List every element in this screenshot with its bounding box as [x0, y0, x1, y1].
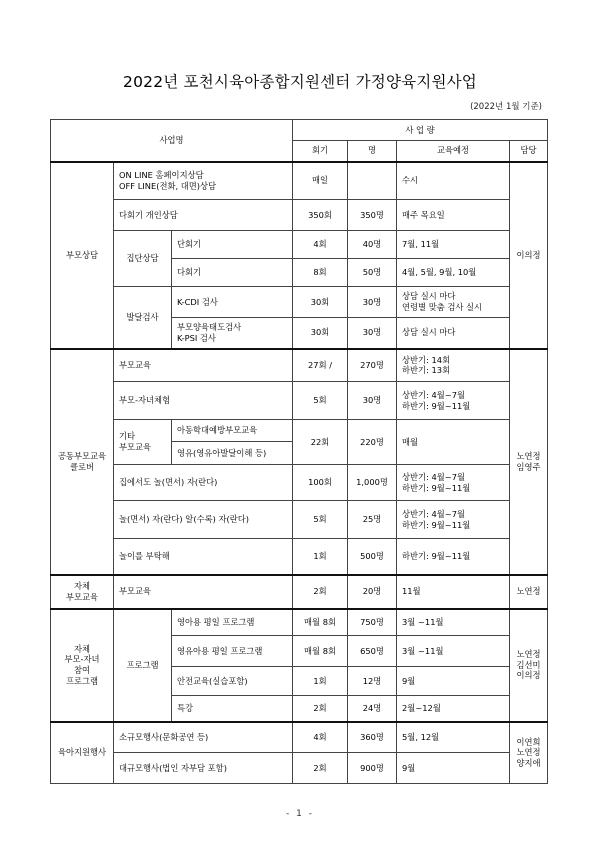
- program-table: [50, 119, 548, 784]
- cell-people: 25명: [348, 501, 397, 539]
- cell-sessions: 2회: [293, 696, 348, 722]
- cell-sessions: 350회: [293, 200, 348, 231]
- cell-schedule: 4월, 5월, 9월, 10월: [397, 259, 510, 287]
- cell-schedule: 9월: [397, 667, 510, 696]
- cell-people: 40명: [348, 231, 397, 259]
- group-counseling: 집단상담: [114, 231, 172, 287]
- parent-education: 부모교육: [114, 349, 293, 382]
- development-test: 발달검사: [114, 287, 172, 349]
- cell-people: 360명: [348, 722, 397, 753]
- cell-people: 24명: [348, 696, 397, 722]
- cell-schedule: 수시: [397, 162, 510, 200]
- cell-schedule: 상담 실시 마다 연령별 맞춤 검사 실시: [397, 287, 510, 318]
- cell-sessions: 매월 8회: [293, 609, 348, 636]
- cell-schedule: 11월: [397, 575, 510, 609]
- play-learn-program: 놀(면서) 자(란다) 알(수록) 자(란다): [114, 501, 293, 539]
- cell-schedule: 5월, 12월: [397, 722, 510, 753]
- cell-people: 350명: [348, 200, 397, 231]
- cell-sessions: 매월 8회: [293, 636, 348, 667]
- cell-sessions: 4회: [293, 231, 348, 259]
- manager-parent-counseling: 이의정: [510, 162, 548, 349]
- cell-sessions: 2회: [293, 753, 348, 784]
- header-volume: 사 업 량: [293, 120, 548, 141]
- cell-sessions: 8회: [293, 259, 348, 287]
- cell-sessions: 30회: [293, 318, 348, 349]
- cell-schedule: 상담 실시 마다: [397, 318, 510, 349]
- header-program: 사업명: [51, 120, 293, 162]
- abuse-prevention-education: 아동학대예방부모교육: [172, 420, 293, 442]
- cell-sessions: 100회: [293, 465, 348, 501]
- page-number: - 1 -: [286, 809, 314, 819]
- cell-sessions: 22회: [293, 420, 348, 465]
- safety-education: 안전교육(실습포함): [172, 667, 293, 696]
- cell-people: 12명: [348, 667, 397, 696]
- cell-schedule: 상반기: 14회 하반기: 13회: [397, 349, 510, 382]
- cell-people: 20명: [348, 575, 397, 609]
- cell-schedule: 3월 ~11월: [397, 609, 510, 636]
- cell-schedule: 2월~12월: [397, 696, 510, 722]
- cell-schedule: 9월: [397, 753, 510, 784]
- page-title: 2022년 포천시육아종합지원센터 가정양육지원사업: [123, 73, 477, 91]
- small-event: 소규모행사(문화공연 등): [114, 722, 293, 753]
- category-joint-education: 공동부모교육 클로버: [51, 349, 114, 575]
- kcdi-test: K-CDI 검사: [172, 287, 293, 318]
- cell-people: 220명: [348, 420, 397, 465]
- header-schedule: 교육예정: [397, 141, 510, 162]
- cell-schedule: 7월, 11월: [397, 231, 510, 259]
- cell-schedule: 3월 ~11월: [397, 636, 510, 667]
- parent-child-experience: 부모-자녀체험: [114, 382, 293, 420]
- category-events: 육아지원행사: [51, 722, 114, 784]
- basis-date: (2022년 1월 기준): [470, 102, 542, 112]
- infant-development-education: 영유(영유아발달이해 등): [172, 442, 293, 465]
- cell-schedule: 상반기: 4월~7월 하반기: 9월~11월: [397, 465, 510, 501]
- cell-people: 50명: [348, 259, 397, 287]
- manager-joint-education: 노연정 임영주: [510, 349, 548, 575]
- home-play-program: 집에서도 놀(면서) 자(란다): [114, 465, 293, 501]
- cell-people: [348, 162, 397, 200]
- cell-schedule: 상반기: 4월~7월 하반기: 9월~11월: [397, 382, 510, 420]
- cell-people: 1,000명: [348, 465, 397, 501]
- cell-people: 270명: [348, 349, 397, 382]
- large-event: 대규모행사(법인 자부담 포함): [114, 753, 293, 784]
- category-parent-counseling: 부모상담: [51, 162, 114, 349]
- special-lecture: 특강: [172, 696, 293, 722]
- cell-sessions: 30회: [293, 287, 348, 318]
- online-counseling: ON LINE 홈페이지상담 OFF LINE(전화, 대면)상담: [114, 162, 293, 200]
- cell-people: 500명: [348, 539, 397, 575]
- cell-sessions: 27회 /: [293, 349, 348, 382]
- header-sessions: 회기: [293, 141, 348, 162]
- group-multi: 다회기: [172, 259, 293, 287]
- psi-test: 부모양육태도검사 K-PSI 검사: [172, 318, 293, 349]
- manager-events: 이연희 노연정 양지애: [510, 722, 548, 784]
- manager-parent-child-program: 노연정 김선미 이의정: [510, 609, 548, 722]
- category-own-parent-education: 자체 부모교육: [51, 575, 114, 609]
- cell-schedule: 상반기: 4월~7월 하반기: 9월~11월: [397, 501, 510, 539]
- own-parent-education: 부모교육: [114, 575, 293, 609]
- infant-weekday-program: 영아용 평일 프로그램: [172, 609, 293, 636]
- cell-sessions: 4회: [293, 722, 348, 753]
- program-label: 프로그램: [114, 609, 172, 722]
- other-parent-education: 기타 부모교육: [114, 420, 172, 465]
- cell-people: 900명: [348, 753, 397, 784]
- cell-people: 30명: [348, 382, 397, 420]
- cell-schedule: 매주 목요일: [397, 200, 510, 231]
- header-manager: 담당: [510, 141, 548, 162]
- header-people: 명: [348, 141, 397, 162]
- individual-counseling: 다회기 개인상담: [114, 200, 293, 231]
- cell-people: 30명: [348, 287, 397, 318]
- cell-sessions: 2회: [293, 575, 348, 609]
- cell-people: 650명: [348, 636, 397, 667]
- cell-people: 750명: [348, 609, 397, 636]
- cell-people: 30명: [348, 318, 397, 349]
- cell-sessions: 매일: [293, 162, 348, 200]
- cell-sessions: 5회: [293, 382, 348, 420]
- group-single: 단회기: [172, 231, 293, 259]
- cell-schedule: 매월: [397, 420, 510, 465]
- cell-sessions: 5회: [293, 501, 348, 539]
- toddler-weekday-program: 영유아용 평일 프로그램: [172, 636, 293, 667]
- cell-schedule: 하반기: 9월~11월: [397, 539, 510, 575]
- cell-sessions: 1회: [293, 667, 348, 696]
- cell-sessions: 1회: [293, 539, 348, 575]
- play-request-program: 놀이를 부탁해: [114, 539, 293, 575]
- category-parent-child-program: 자체 부모-자녀 참여 프로그램: [51, 609, 114, 722]
- manager-own-parent: 노연정: [510, 575, 548, 609]
